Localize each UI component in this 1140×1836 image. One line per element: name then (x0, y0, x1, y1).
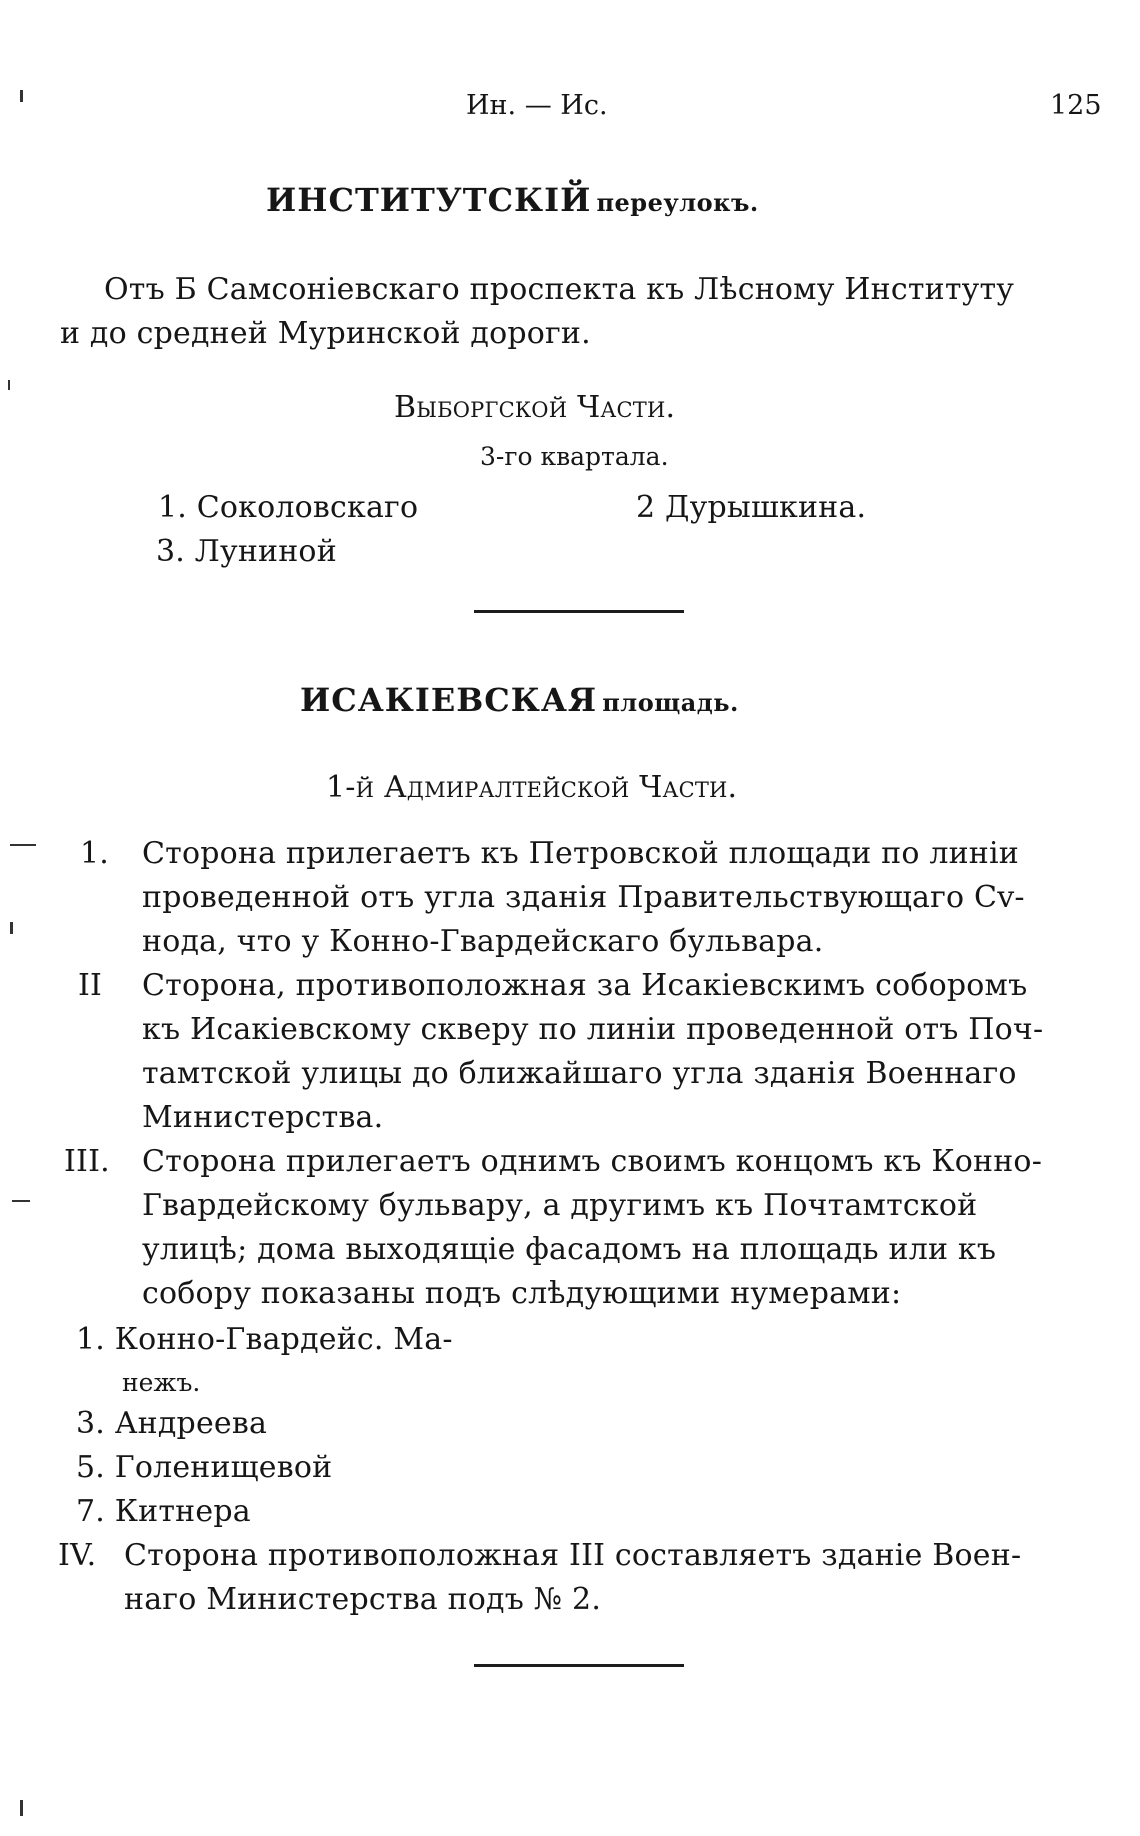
scan-mark (10, 844, 36, 846)
section1-title (266, 180, 759, 226)
item3-line: улицѣ; дома выходящiе фасадомъ на площадь или къ (142, 1232, 997, 1267)
section1-district: Выборгской Части. (394, 390, 676, 425)
item1-number: 1. (80, 836, 110, 871)
section2-title (300, 680, 739, 726)
item4-line: Сторона противоположная III составляетъ зданiе Воен- (124, 1538, 1022, 1573)
item3-line: собору показаны подъ слѣдующими нумерами: (142, 1276, 902, 1311)
section1-title-main: ИНСТИТУТСКIЙ (266, 181, 592, 219)
scan-mark (20, 90, 23, 102)
scan-mark (20, 1800, 23, 1816)
item4-line: наго Министерства подъ № 2. (124, 1582, 602, 1617)
item2-number: II (78, 968, 103, 1003)
scan-mark (10, 922, 13, 934)
item3-number: III. (64, 1144, 110, 1179)
item2-line: къ Исакiевскому скверу по линiи проведенной отъ Поч- (142, 1012, 1044, 1047)
scan-mark (12, 1200, 30, 1202)
section1-house-3: 3. Луниной (156, 534, 337, 569)
section1-house-1: 1. Соколовскаго (158, 490, 419, 525)
section2-title-main: ИСАКIЕВСКАЯ (300, 681, 598, 719)
house-list-item: 1. Конно-Гвардейс. Ма- (76, 1322, 453, 1357)
item1-line: проведенной отъ угла зданiя Правительствующаго Cv- (142, 880, 1025, 915)
item4-number: IV. (58, 1538, 97, 1573)
header-range: Ин. — Ис. (466, 90, 608, 121)
section2-title-sub: площадь. (602, 688, 739, 717)
section1-desc-line2: и до средней Муринской дороги. (60, 316, 591, 351)
house-list-item: 7. Китнера (76, 1494, 251, 1529)
scan-mark (8, 380, 10, 390)
house-list-item: 3. Андреева (76, 1406, 268, 1441)
item3-line: Гвардейскому бульвару, а другимъ къ Почтамтской (142, 1188, 978, 1223)
item2-line: тамтской улицы до ближайшаго угла зданiя Военнаго (142, 1056, 1017, 1091)
section1-house-2: 2 Дурышкина. (636, 490, 867, 525)
section1-desc-line1: Отъ Б Самсонiевскаго проспекта къ Лѣсному Институту (104, 272, 1015, 307)
page-number: 125 (1050, 90, 1102, 121)
item1-line: нода, что у Конно-Гвардейскаго бульвара. (142, 924, 824, 959)
house-list-item-cont: нежъ. (122, 1368, 201, 1397)
section-divider (474, 610, 684, 613)
item3-line: Сторона прилегаетъ однимъ своимъ концомъ къ Конно- (142, 1144, 1043, 1179)
item1-line: Сторона прилегаетъ къ Петровской площади по линiи (142, 836, 1019, 871)
section1-quarter: 3-го квартала. (480, 442, 669, 471)
section-divider (474, 1664, 684, 1667)
section2-district: 1-й Адмиралтейской Части. (326, 770, 738, 805)
house-list-item: 5. Голенищевой (76, 1450, 333, 1485)
item2-line: Сторона, противоположная за Исакiевскимъ соборомъ (142, 968, 1028, 1003)
item2-line: Министерства. (142, 1100, 384, 1135)
section1-title-sub: переулокъ. (596, 188, 759, 217)
